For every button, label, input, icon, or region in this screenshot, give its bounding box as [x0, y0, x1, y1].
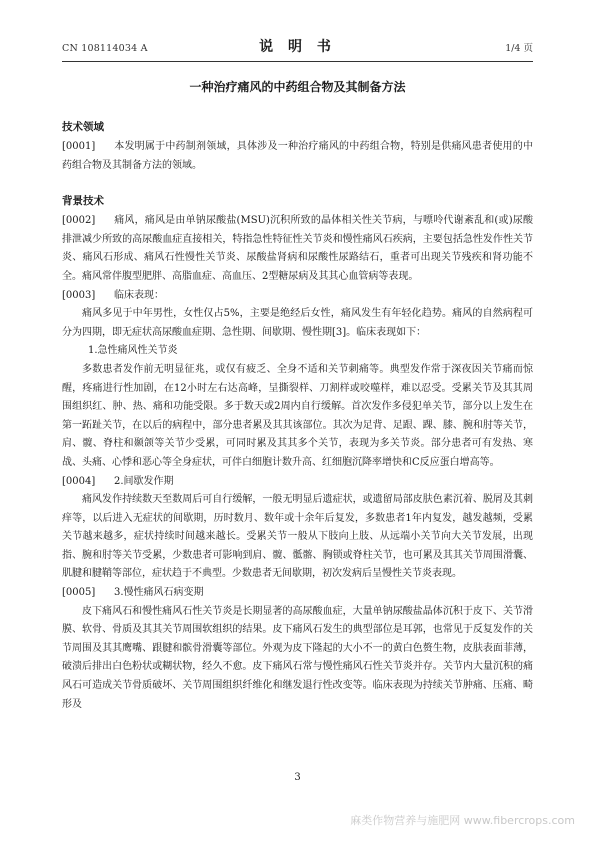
paragraph-text: 2.间歇发作期	[114, 475, 174, 487]
paragraph-tag: [0004]	[62, 475, 96, 487]
paragraph-0002	[62, 212, 533, 286]
paragraph-text: 本发明属于中药制剂领域，具体涉及一种治疗痛风的中药组合物，特别是供痛风患者使用的中药组合物及其制备方法的领域。	[62, 141, 533, 171]
page-info: 1/4 页	[505, 43, 533, 54]
item-1-heading: 1.急性痛风性关节炎	[88, 345, 178, 357]
doc-number: CN 108114034 A	[62, 43, 148, 54]
page-header	[62, 32, 533, 62]
section-heading-background: 背景技术	[62, 195, 104, 208]
page-number: 3	[294, 772, 301, 783]
paragraph-tag: [0003]	[62, 289, 96, 301]
paragraph-text: 3.慢性痛风石病变期	[114, 587, 204, 599]
paragraph-0003-body: 痛风多见于中年男性，女性仅占5%，主要是绝经后女性，痛风发生有年轻化趋势。痛风的自然病程可分为四期，即无症状高尿酸血症期、急性期、间歇期、慢性期[3]。临床表现如下：	[62, 308, 533, 338]
paragraph-tag: [0002]	[62, 215, 96, 227]
section-heading-tech-field: 技术领域	[62, 121, 104, 133]
paragraph-text: 临床表现：	[114, 289, 164, 301]
item-1-body: 多数患者发作前无明显征兆，或仅有疲乏、全身不适和关节刺痛等。典型发作常于深夜因关节痛而惊醒，疼痛进行性加剧，在12小时左右达高峰，呈撕裂样、刀割样或咬噬样，难以忍受。受累关节及其其周围组织红、肿、热、痛和功能受限。多于数天或2周内自行缓解。首次发作多侵犯单关节，部分以上发生在第一跖趾关节，在以后的病程中，部分患者累及其其该部位。其次为足背、足跟、踝、膝、腕和肘等关节，肩、髋、脊柱和颞颌等关节少受累，可同时累及其其多个关节，表现为多关节炎。部分患者可有发热、寒战、头痛、心悸和恶心等全身症状，可伴白细胞计数升高、红细胞沉降率增快和C反应蛋白增高等。	[62, 363, 533, 468]
paragraph-0004	[62, 473, 533, 492]
paragraph-0005-body: 皮下痛风石和慢性痛风石性关节炎是长期显著的高尿酸血症，大量单钠尿酸盐晶体沉积于皮下、关节滑膜、软骨、骨质及其其关节周围软组织的结果。皮下痛风石发生的典型部位是耳郭，也常见于反复发作的关节周围及其其鹰嘴、跟腱和髌骨滑囊等部位。外观为皮下隆起的大小不一的黄白色赘生物，皮肤表面菲薄，破溃后排出白色粉状或糊状物，经久不愈。皮下痛风石常与慢性痛风石性关节炎并存。关节内大量沉积的痛风石可造成关节骨质破坏、关节周围组织纤维化和继发退行性改变等。临床表现为持续关节肿痛、压痛、畸形及	[62, 605, 533, 710]
paragraph-tag: [0005]	[62, 587, 96, 599]
paragraph-0001	[62, 138, 533, 175]
header-rule	[62, 61, 533, 62]
paragraph-0004-body: 痛风发作持续数天至数周后可自行缓解，一般无明显后遗症状，或遗留局部皮肤色素沉着、脱屑及其刺痒等，以后进入无症状的间歇期，历时数月、数年或十余年后复发，多数患者1年内复发，越发越频，受累关节越来越多，症状持续时间越来越长。受累关节一般从下肢向上肢、从远端小关节向大关节发展，出现指、腕和肘等关节受累，少数患者可影响到肩、髋、骶髂、胸锁或脊柱关节，也可累及其其关节周围滑囊、肌腱和腱鞘等部位，症状趋于不典型。少数患者无间歇期，初次发病后呈慢性关节炎表现。	[62, 494, 533, 580]
document-body	[62, 72, 533, 714]
doc-type: 说 明 书	[259, 39, 336, 55]
document-title: 一种治疗痛风的中药组合物及其制备方法	[189, 80, 406, 94]
paragraph-0003	[62, 287, 533, 306]
paragraph-0005	[62, 584, 533, 603]
paragraph-tag: [0001]	[62, 141, 96, 152]
paragraph-text: 痛风，痛风是由单钠尿酸盐(MSU)沉积所致的晶体相关性关节病，与嘌呤代谢紊乱和(或)尿酸排泄减少所致的高尿酸血症直接相关，特指急性特征性关节炎和慢性痛风石疾病，主要包括急性发作性关节炎、痛风石形成、痛风石性慢性关节炎、尿酸盐肾病和尿酸性尿路结石，重者可出现关节残疾和肾功能不全。痛风常伴腹型肥胖、高脂血症、高血压、2型糖尿病及其其心血管病等表现。	[62, 215, 533, 282]
watermark: 麻类作物营养与施肥网 www.fibercrops.com	[350, 814, 575, 827]
